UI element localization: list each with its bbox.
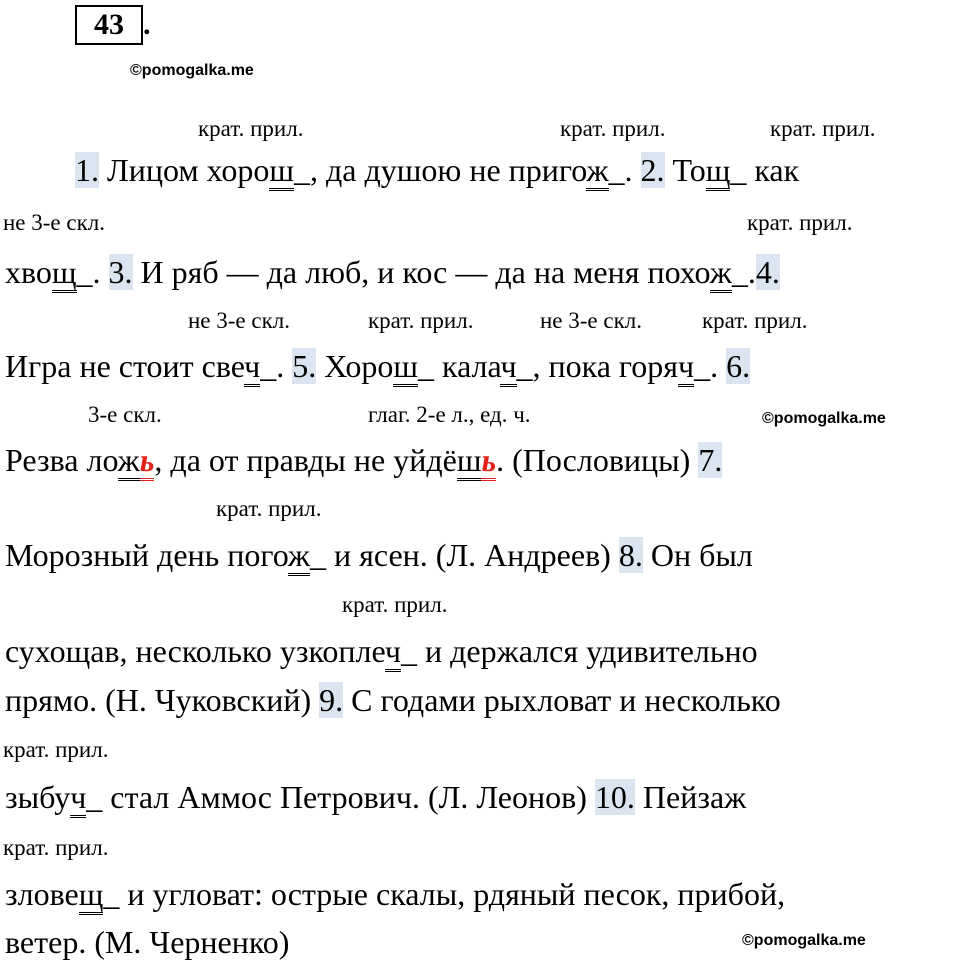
sentence-number: 3. — [108, 254, 133, 290]
exercise-number-box — [75, 5, 143, 45]
spelling-letter: щ — [52, 254, 77, 293]
annotation: крат. прил. — [368, 308, 474, 333]
annotation: крат. прил. — [770, 116, 876, 141]
text-line-9: зловещ_ и угловат: острые скалы, рдяный песок, прибой, — [5, 874, 785, 914]
watermark-middle: ©pomogalka.me — [762, 410, 886, 427]
text-line-1: 1. Лицом хорош_, да душою не пригож_. 2. Тощ_ как — [5, 150, 799, 190]
annotation: крат. прил. — [198, 116, 304, 141]
sentence-number: 9. — [319, 682, 344, 718]
soft-sign-letter: ь — [140, 442, 155, 481]
sentence-number: 2. — [640, 152, 665, 188]
sentence-number: 1. — [75, 152, 99, 188]
sentence-number: 8. — [618, 537, 643, 573]
spelling-letter: ч — [678, 348, 694, 387]
spelling-letter: ч — [244, 348, 260, 387]
text-line-2: хвощ_. 3. И ряб — да люб, и кос — да на меня похож_.4. — [5, 252, 780, 292]
annotation: глаг. 2-е л., ед. ч. — [368, 402, 531, 427]
spelling-letter: ж — [288, 537, 310, 576]
annotation: 3-е скл. — [88, 402, 162, 427]
spelling-letter: ч — [385, 633, 401, 672]
annotation: крат. прил. — [560, 116, 666, 141]
annotation: не 3-е скл. — [188, 308, 290, 333]
text-line-8: зыбуч_ стал Аммос Петрович. (Л. Леонов) 10. Пейзаж — [5, 777, 746, 817]
exercise-number-dot: . — [143, 8, 151, 41]
text-line-7: прямо. (Н. Чуковский) 9. С годами рыхловат и несколько — [5, 682, 781, 718]
spelling-letter: ж — [586, 152, 608, 191]
annotation: крат. прил. — [342, 592, 448, 617]
sentence-number: 7. — [698, 442, 723, 478]
sentence-number: 4. — [755, 254, 780, 290]
watermark-bottom: ©pomogalka.me — [742, 932, 866, 949]
spelling-letter: ч — [70, 779, 86, 818]
annotation: крат. прил. — [3, 835, 109, 860]
sentence-number: 5. — [292, 348, 317, 384]
annotation: не 3-е скл. — [3, 210, 105, 235]
watermark-top: ©pomogalka.me — [130, 62, 254, 79]
text-line-3: Игра не стоит свеч_. 5. Хорош_ калач_, пока горяч_. 6. — [5, 346, 750, 386]
annotation: не 3-е скл. — [540, 308, 642, 333]
annotation: крат. прил. — [747, 210, 853, 235]
spelling-letter: щ — [79, 876, 104, 915]
exercise-number: 43 — [94, 8, 124, 41]
sentence-number: 10. — [594, 779, 635, 815]
spelling-letter: ж — [118, 442, 140, 481]
spelling-letter: ч — [500, 348, 516, 387]
soft-sign-letter: ь — [481, 442, 496, 481]
text-line-6: сухощав, несколько узкоплеч_ и держался удивительно — [5, 631, 758, 671]
annotation: крат. прил. — [216, 496, 322, 521]
spelling-letter: ш — [457, 442, 482, 481]
annotation: крат. прил. — [702, 308, 808, 333]
spelling-letter: ж — [710, 254, 732, 293]
spelling-letter: ш — [393, 348, 418, 387]
text-line-5: Морозный день погож_ и ясен. (Л. Андреев) 8. Он был — [5, 535, 753, 575]
sentence-number: 6. — [726, 348, 751, 384]
spelling-letter: ш — [269, 152, 294, 191]
annotation: крат. прил. — [3, 737, 109, 762]
spelling-letter: щ — [706, 152, 731, 191]
text-line-4: Резва ложь, да от правды не уйдёшь. (Пословицы) 7. — [5, 440, 722, 480]
text-line-10: ветер. (М. Черненко) — [5, 924, 290, 960]
